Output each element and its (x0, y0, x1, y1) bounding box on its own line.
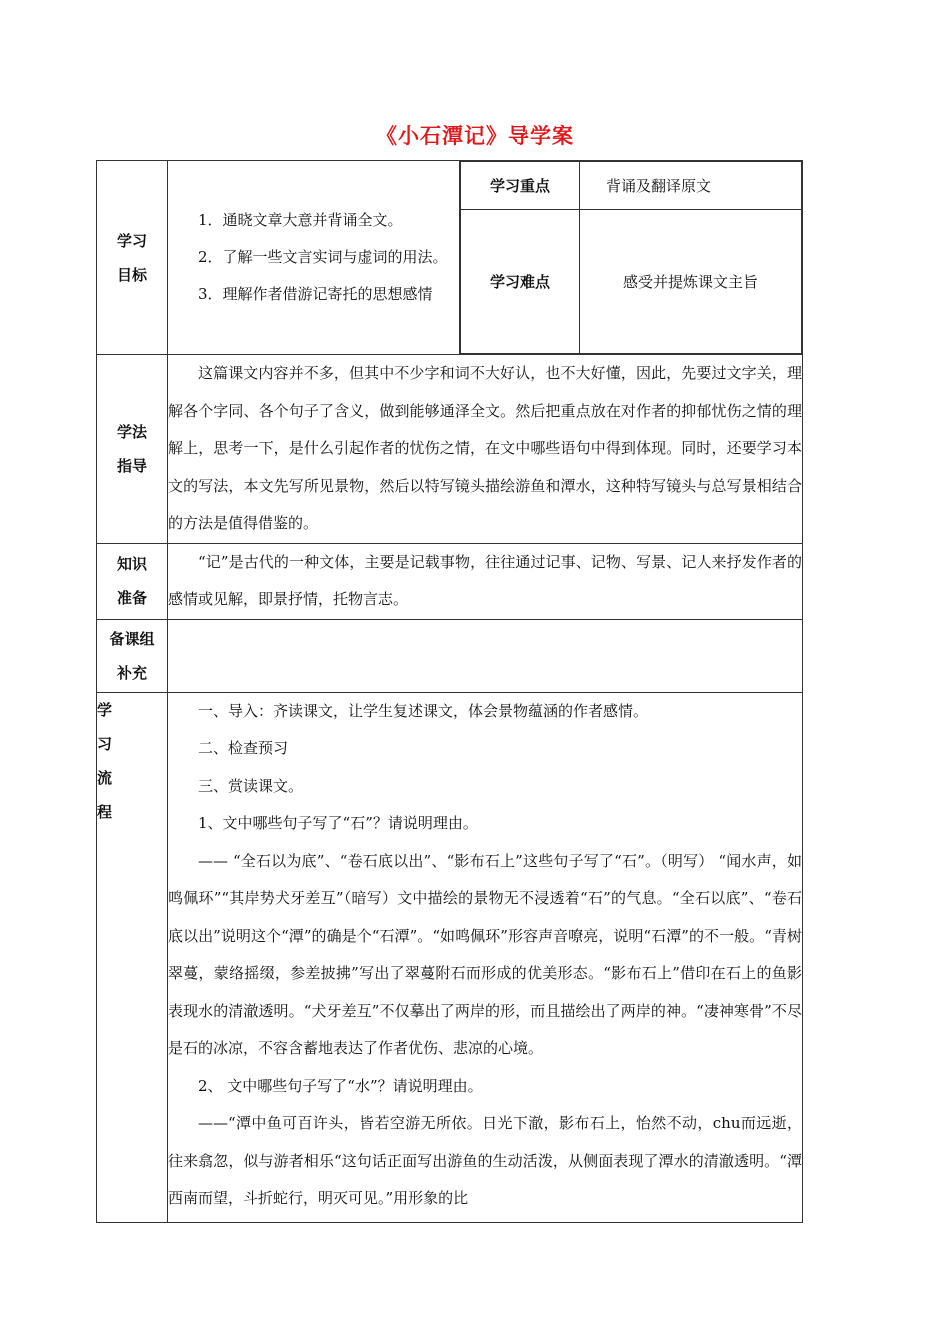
method-text: 这篇课文内容并不多，但其中不少字和词不大好认，也不大好懂，因此，先要过文字关，理解各个字同、各个句子了含义，做到能够通泽全文。然后把重点放在对作者的抑郁忧伤之情的理解上，思考一下，是什么引起作者的忧伤之情，在文中哪些语句中得到体现。同时，还要学习本文的写法，本文先写所见景物，然后以特写镜头描绘游鱼和潭水，这种特写镜头与总写景相结合的方法是值得借鉴的。 (168, 364, 802, 532)
goals-label-line2: 目标 (116, 265, 147, 284)
key-point-value: 背诵及翻译原文 (580, 162, 802, 210)
method-label-line1: 学法 (116, 422, 147, 441)
goals-label (97, 161, 168, 355)
method-label (97, 355, 168, 544)
process-step-appreciate: 三、赏读课文。 (198, 776, 304, 795)
process-label-char-2: 习 (97, 734, 113, 753)
process-label-char-3: 流 (97, 768, 113, 787)
key-point-label: 学习重点 (461, 162, 580, 210)
goal-item-1: 1．通晓文章大意并背诵全文。 (198, 211, 403, 229)
supplement-label-line2: 补充 (116, 663, 147, 682)
difficulty-label: 学习难点 (461, 210, 580, 354)
answer-1: —— “全石以为底”、“卷石底以出”、“影布石上”这些句子写了“石”。（明写） “闻水声，如鸣佩环”“其岸势犬牙差互”（暗写）文中描绘的景物无不浸透着“石”的气息。“全石以底”、“卷石底以出”说明这个“潭”的确是个“石潭”。“如鸣佩环”形容声音嘹亮，说明“石潭”的不一般。“青树翠蔓，蒙络摇缀，参差披拂”写出了翠蔓附石而形成的优美形态。“影布石上”借印在石上的鱼影表现水的清澈透明。“犬牙差互”不仅摹出了两岸的形，而且描绘出了两岸的神。“凄神寒骨”不尽是石的冰凉，不容含蓄地表达了作者优伤、悲凉的心境。 (168, 851, 802, 1057)
knowledge-label (97, 543, 168, 619)
knowledge-text-cell (168, 543, 803, 619)
supplement-text (168, 619, 803, 692)
method-row (97, 355, 803, 544)
process-label-char-4: 程 (97, 802, 113, 821)
knowledge-label-line2: 准备 (116, 589, 147, 607)
question-2: 2、 文中哪些句子写了“水”？请说明理由。 (198, 1076, 483, 1095)
goals-detail-table (460, 161, 802, 354)
document-title: 《小石潭记》导学案 (376, 124, 574, 148)
answer-2: ——“潭中鱼可百许头，皆若空游无所依。日光下澈，影布石上，怡然不动，chu而远逝，往来翕忽，似与游者相乐“这句话正面写出游鱼的生动活泼，从侧面表现了潭水的清澈透明。“潭西南而望，斗折蛇行，明灭可见。”用形象的比 (168, 1114, 802, 1207)
goals-row (97, 161, 803, 355)
process-content (168, 692, 803, 1222)
process-step-intro: 一、导入：齐读课文，让学生复述课文，体会景物蕴涵的作者感情。 (198, 701, 649, 720)
supplement-label (97, 619, 168, 692)
knowledge-row (97, 543, 803, 619)
goal-item-3: 3．理解作者借游记寄托的思想感情 (198, 285, 433, 303)
method-text-cell (168, 355, 803, 544)
question-1: 1、文中哪些句子写了“石”？请说明理由。 (198, 814, 478, 832)
process-label-char-1: 学 (97, 700, 113, 719)
knowledge-text: “记”是古代的一种文体，主要是记载事物，往往通过记事、记物、写景、记人来抒发作者的感情或见解，即景抒情，托物言志。 (168, 552, 802, 608)
goals-list (168, 161, 460, 355)
process-step-preview: 二、检查预习 (198, 739, 289, 757)
supplement-row (97, 619, 803, 692)
knowledge-label-line1: 知识 (116, 555, 147, 573)
goals-label-line1: 学习 (116, 231, 147, 250)
method-label-line2: 指导 (116, 456, 147, 475)
goal-item-2: 2．了解一些文言实词与虚词的用法。 (198, 248, 448, 266)
difficulty-value: 感受并提炼课文主旨 (580, 210, 802, 354)
supplement-label-line1: 备课组 (109, 629, 155, 648)
process-row (97, 692, 803, 1222)
lesson-plan-table (96, 160, 803, 1223)
goals-detail-cell (460, 161, 803, 355)
process-label (97, 692, 168, 1222)
